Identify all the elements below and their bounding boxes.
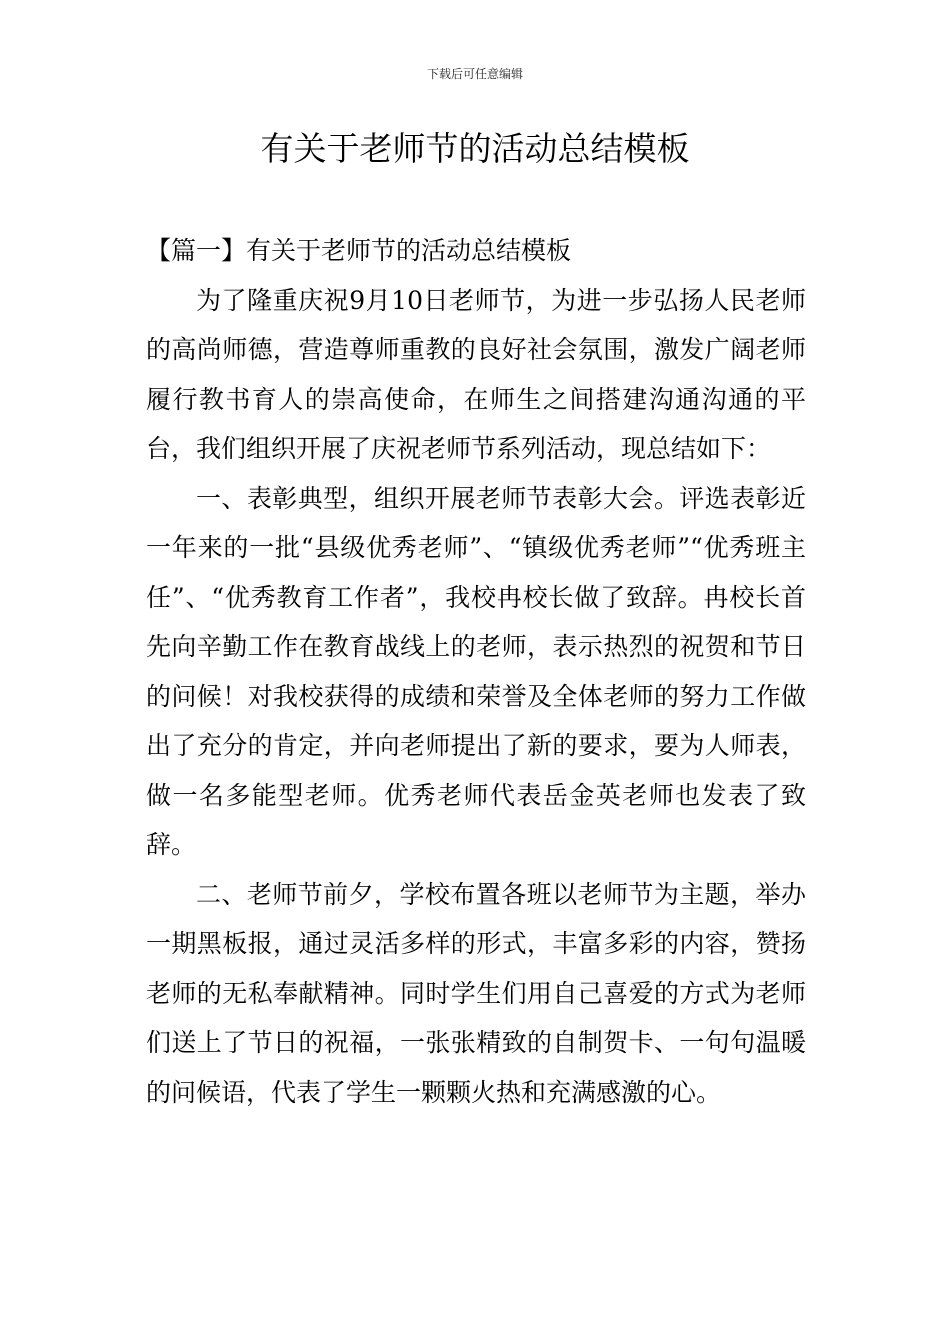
header-note: 下载后可任意编辑 — [426, 67, 523, 81]
document-title: 有关于老师节的活动总结模板 — [260, 129, 690, 168]
document-body — [146, 226, 806, 1117]
paragraph-intro: 为了隆重庆祝9月10日老师节，为进一步弘扬人民老师的高尚师德，营造尊师重教的良好社会氛围，激发广阔老师履行教书育人的崇高使命，在师生之间搭建沟通沟通的平台，我们组织开展了庆祝老师节系列活动，现总结如下： — [146, 285, 806, 463]
section-heading: 【篇一】有关于老师节的活动总结模板 — [146, 236, 572, 265]
paragraph-blackboard: 二、老师节前夕，学校布置各班以老师节为主题，举办一期黑板报，通过灵活多样的形式，丰富多彩的内容，赞扬老师的无私奉献精神。同时学生们用自己喜爱的方式为老师们送上了节日的祝福，一张张精致的自制贺卡、一句句温暖的问候语，代表了学生一颗颗火热和充满感激的心。 — [146, 879, 806, 1107]
paragraph-commendation: 一、表彰典型，组织开展老师节表彰大会。评选表彰近一年来的一批“县级优秀老师”、“镇级优秀老师”“优秀班主任”、“优秀教育工作者”，我校冉校长做了致辞。冉校长首先向辛勤工作在教育战线上的老师，表示热烈的祝贺和节日的问候！对我校获得的成绩和荣誉及全体老师的努力工作做出了充分的肯定，并向老师提出了新的要求，要为人师表，做一名多能型老师。优秀老师代表岳金英老师也发表了致辞。 — [146, 483, 806, 859]
